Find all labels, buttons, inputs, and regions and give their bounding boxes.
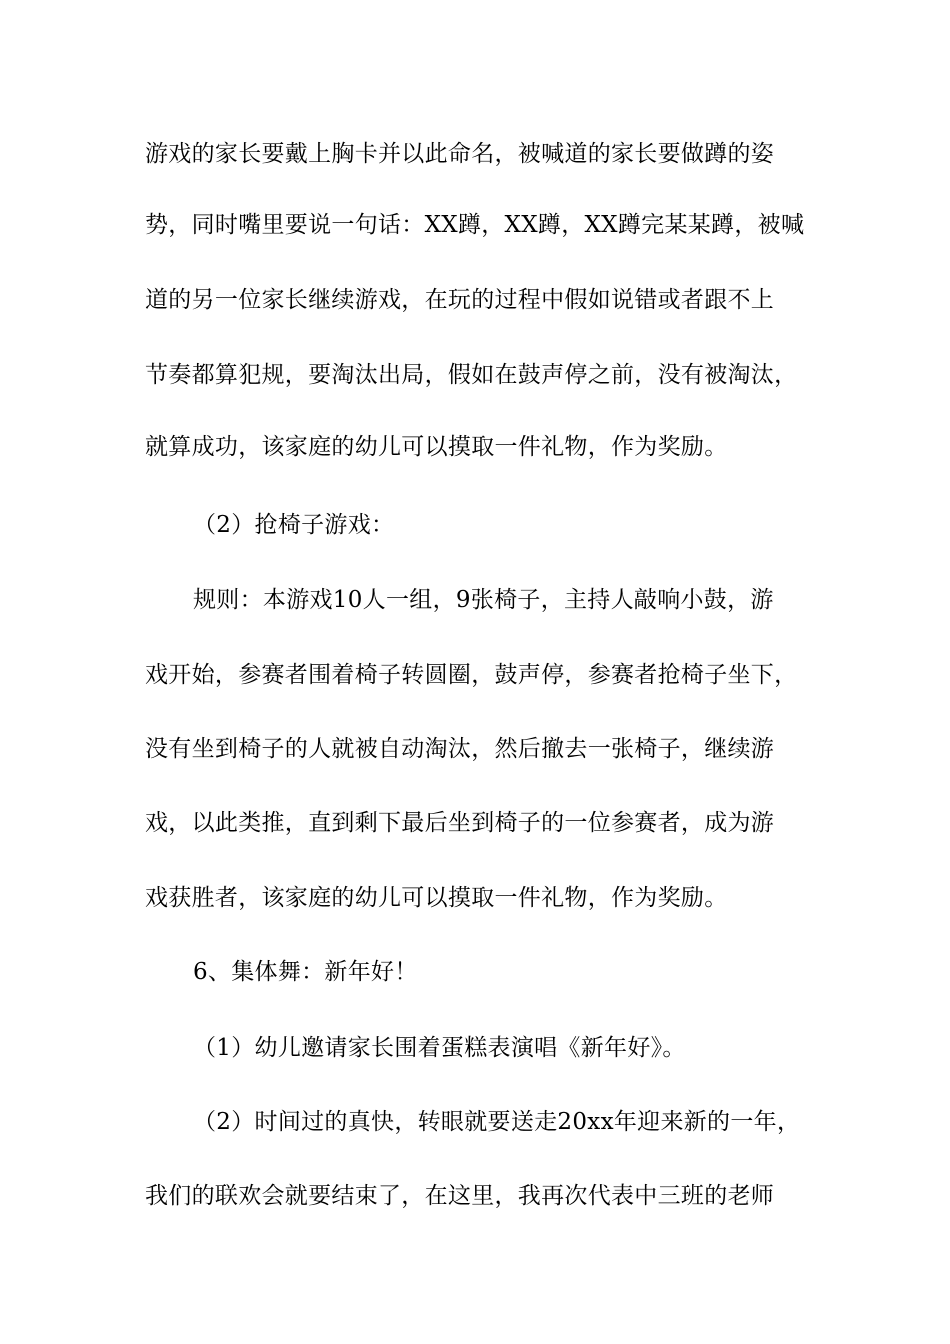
paragraph-line: 戏获胜者，该家庭的幼儿可以摸取一件礼物，作为奖励。 [145,885,728,911]
paragraph-line: 戏开始，参赛者围着椅子转圆圈，鼓声停，参赛者抢椅子坐下， [145,662,798,688]
section-heading: （2）抢椅子游戏： [193,512,395,538]
paragraph-line: （2）时间过的真快，转眼就要送走20xx年迎来新的一年， [193,1109,801,1135]
section-heading: 6、集体舞：新年好！ [193,959,418,985]
paragraph-line: 道的另一位家长继续游戏，在玩的过程中假如说错或者跟不上 [145,287,775,313]
paragraph-line: 游戏的家长要戴上胸卡并以此命名，被喊道的家长要做蹲的姿 [145,141,775,167]
paragraph-line: 戏，以此类推，直到剩下最后坐到椅子的一位参赛者，成为游 [145,810,775,836]
paragraph-line: 就算成功，该家庭的幼儿可以摸取一件礼物，作为奖励。 [145,434,728,460]
paragraph-line: 节奏都算犯规，要淘汰出局，假如在鼓声停之前，没有被淘汰， [145,362,798,388]
paragraph-line: 我们的联欢会就要结束了，在这里，我再次代表中三班的老师 [145,1183,775,1209]
paragraph-line: 没有坐到椅子的人就被自动淘汰，然后撤去一张椅子，继续游 [145,736,775,762]
paragraph-line: （1）幼儿邀请家长围着蛋糕表演唱《新年好》。 [193,1035,686,1061]
paragraph-line: 规则：本游戏10人一组，9张椅子，主持人敲响小鼓，游 [193,587,774,613]
paragraph-line: 势，同时嘴里要说一句话：XX蹲，XX蹲，XX蹲完某某蹲，被喊 [145,212,805,238]
